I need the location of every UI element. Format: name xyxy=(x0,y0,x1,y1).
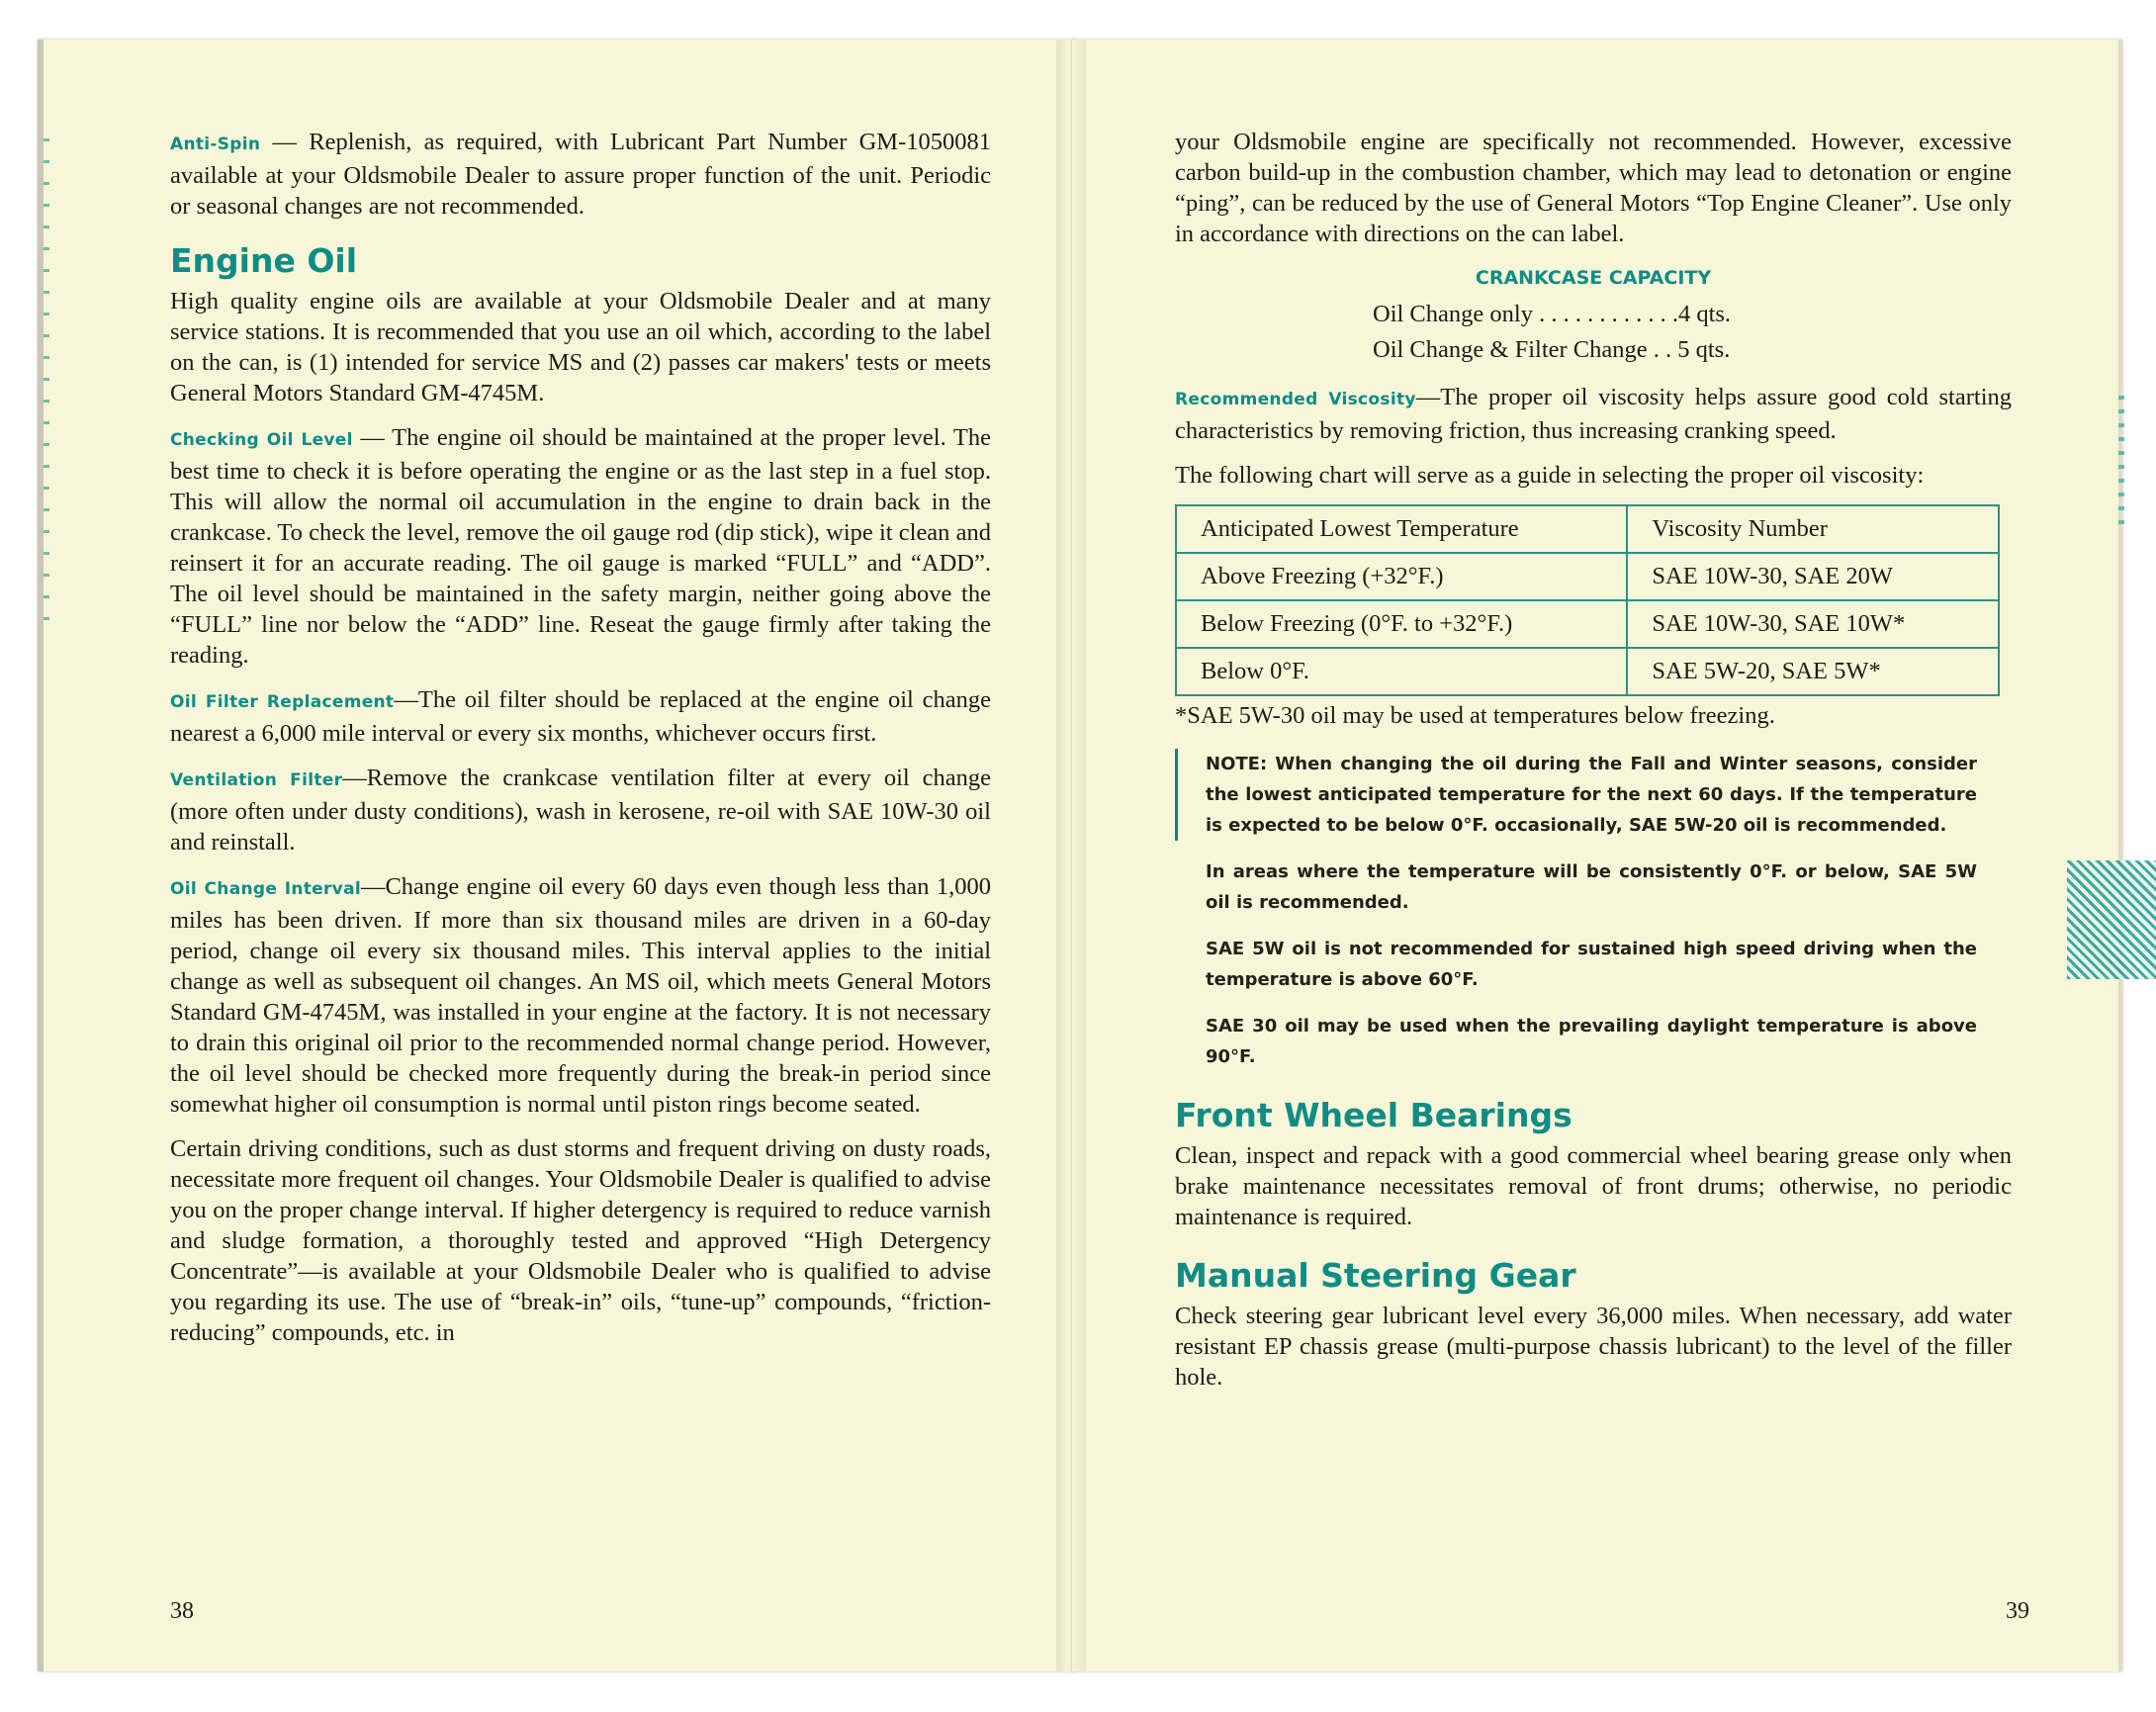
page-edge-marks xyxy=(2118,396,2124,534)
table-cell: SAE 10W-30, SAE 20W xyxy=(1627,553,1999,600)
table-header-cell: Viscosity Number xyxy=(1627,505,1999,553)
driving-conditions-paragraph: Certain driving conditions, such as dust storms and frequent driving on dusty roads, necessitate more frequent oil changes. Your Oldsmobile Dealer is qualified to advise you on the proper change interval. If higher detergency is required to reduce varnish and sludge formation, a thoroughly tested and approved “High Detergency Concentrate”—is available at your Oldsmobile Dealer who is qualified to advise you regarding its use. The use of “break-in” oils, “tune-up” compounds, “friction-reducing” compounds, etc. in xyxy=(170,1135,991,1346)
recommended-viscosity-text: —The proper oil viscosity helps assure good cold starting characteristics by removing friction, thus increasing cranking speed. xyxy=(1175,384,2012,444)
oil-change-interval-text: —Change engine oil every 60 days even though less than 1,000 miles has been driven. If more than six thousand miles are driven in a 60-day period, change oil every six thousand miles. This interval applies to the initial change as well as subsequent oil changes. An MS oil, which meets General Motors Standard GM-4745M, was installed in your engine at the factory. It is not necessary to drain this original oil prior to the recommended normal change period. However, the oil level should be checked more frequently during the break-in period since somewhat higher oil consumption is normal until piston rings become seated. xyxy=(170,873,992,1118)
thumb-index-tab xyxy=(2067,860,2156,979)
continuation-paragraph: your Oldsmobile engine are specifically not recommended. However, excessive carbon build-up in the combustion chamber, which may lead to detonation or engine “ping”, can be reduced by the use of General Motors “Top Engine Cleaner”. Use only in accordance with directions on the can label. xyxy=(1175,129,2012,247)
table-cell: Above Freezing (+32°F.) xyxy=(1176,553,1627,600)
note-block xyxy=(1175,749,1977,841)
viscosity-table xyxy=(1175,504,2000,696)
note-paragraph: NOTE: When changing the oil during the Fall and Winter seasons, consider the lowest anticipated temperature for the next 60 days. If the temperature is expected to be below 0°F. occasionally, SAE 5W-20 oil is recommended. xyxy=(1206,754,1977,836)
checking-oil-level-label: Checking Oil Level xyxy=(170,430,353,450)
table-row xyxy=(1176,648,1999,695)
ventilation-filter-label: Ventilation Filter xyxy=(170,770,343,790)
crankcase-capacity-title: CRANKCASE CAPACITY xyxy=(1475,267,1712,289)
manual-steering-gear-heading: Manual Steering Gear xyxy=(1175,1256,1576,1295)
oil-change-interval-paragraph xyxy=(170,871,991,1120)
binding-edge-marks xyxy=(44,138,49,633)
note-continuation xyxy=(1206,856,1977,1072)
manual-steering-gear-text: Check steering gear lubricant level every 36,000 miles. When necessary, add water resistant EP chassis grease (multi-purpose chassis lubricant) to the level of the filler hole. xyxy=(1175,1303,2012,1391)
crankcase-line-oil-change: Oil Change only . . . . . . . . . . . .4 qts. xyxy=(1373,301,1732,327)
page-number-39: 39 xyxy=(2006,1598,2029,1624)
oil-filter-text: —The oil filter should be replaced at the engine oil change nearest a 6,000 mile interval or every six months, whichever occurs first. xyxy=(170,686,991,747)
crankcase-line-filter-change: Oil Change & Filter Change . . 5 qts. xyxy=(1373,336,1731,363)
note-paragraph: SAE 30 oil may be used when the prevailing daylight temperature is above 90°F. xyxy=(1206,1016,1977,1067)
recommended-viscosity-paragraph xyxy=(1175,382,2012,446)
table-cell: Below Freezing (0°F. to +32°F.) xyxy=(1176,600,1627,648)
ventilation-filter-text: —Remove the crankcase ventilation filter at every oil change (more often under dusty conditions), wash in kerosene, re-oil with SAE 10W-30 oil and reinstall. xyxy=(170,765,991,856)
anti-spin-label: Anti-Spin xyxy=(170,135,261,154)
book-gutter xyxy=(1056,40,1086,1671)
ventilation-filter-paragraph xyxy=(170,763,991,857)
anti-spin-paragraph xyxy=(170,127,991,222)
table-cell: SAE 10W-30, SAE 10W* xyxy=(1627,600,1999,648)
oil-change-interval-label: Oil Change Interval xyxy=(170,879,361,899)
right-page-content xyxy=(1175,127,2012,1406)
checking-oil-level-text: — The engine oil should be maintained at the proper level. The best time to check it is before operating the engine or as the last step in a fuel stop. This will allow the normal oil accumulation in the engine to drain back in the crankcase. To check the level, remove the oil gauge rod (dip stick), wipe it clean and reinsert it for an accurate reading. The oil gauge is marked “FULL” and “ADD”. The oil level should be maintained in the safety margin, neither going above the “FULL” line nor below the “ADD” line. Reseat the gauge firmly after taking the reading. xyxy=(170,424,991,669)
table-header-row xyxy=(1176,505,1999,553)
table-header-cell: Anticipated Lowest Temperature xyxy=(1176,505,1627,553)
left-page-content xyxy=(170,127,991,1362)
left-page xyxy=(38,40,1074,1671)
table-row xyxy=(1176,600,1999,648)
page-number-38: 38 xyxy=(170,1598,194,1624)
oil-filter-paragraph xyxy=(170,684,991,749)
table-row xyxy=(1176,553,1999,600)
chart-intro-paragraph: The following chart will serve as a guide in selecting the proper oil viscosity: xyxy=(1175,462,1925,489)
note-paragraph: SAE 5W oil is not recommended for sustained high speed driving when the temperature is above 60°F. xyxy=(1206,939,1977,990)
note-paragraph: In areas where the temperature will be consistently 0°F. or below, SAE 5W oil is recommended. xyxy=(1206,861,1977,913)
checking-oil-level-paragraph xyxy=(170,422,991,671)
table-cell: Below 0°F. xyxy=(1176,648,1627,695)
table-footnote: *SAE 5W-30 oil may be used at temperatures below freezing. xyxy=(1175,702,1775,729)
right-page xyxy=(1072,40,2122,1671)
recommended-viscosity-label: Recommended Viscosity xyxy=(1175,390,1416,409)
engine-oil-heading: Engine Oil xyxy=(170,241,358,280)
table-cell: SAE 5W-20, SAE 5W* xyxy=(1627,648,1999,695)
oil-filter-label: Oil Filter Replacement xyxy=(170,692,395,712)
anti-spin-text: — Replenish, as required, with Lubricant Part Number GM-1050081 available at your Oldsmobile Dealer to assure proper function of the unit. Periodic or seasonal changes are not recommended. xyxy=(170,129,991,220)
front-wheel-bearings-text: Clean, inspect and repack with a good commercial wheel bearing grease only when brake maintenance necessitates removal of front drums; otherwise, no periodic maintenance is required. xyxy=(1175,1142,2012,1230)
front-wheel-bearings-heading: Front Wheel Bearings xyxy=(1175,1096,1572,1134)
engine-oil-intro: High quality engine oils are available at your Oldsmobile Dealer and at many service stations. It is recommended that you use an oil which, according to the label on the can, is (1) intended for service MS and (2) passes car makers' tests or meets General Motors Standard GM-4745M. xyxy=(170,288,991,406)
